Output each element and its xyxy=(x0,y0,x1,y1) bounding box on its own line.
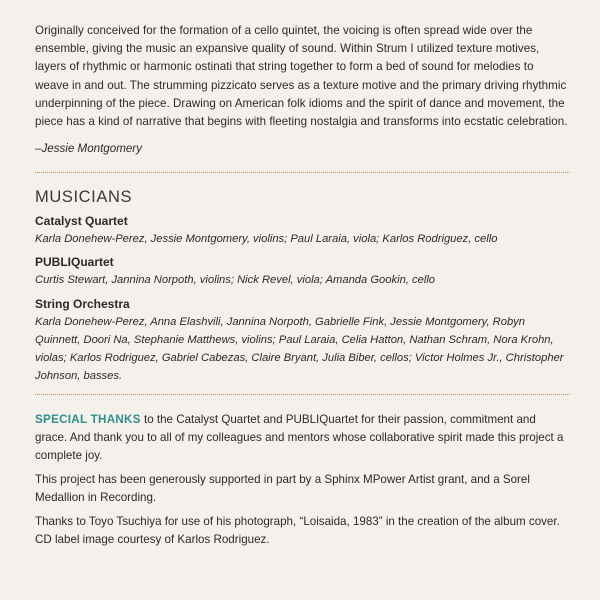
section-divider xyxy=(35,172,570,173)
group-members: Karla Donehew-Perez, Anna Elashvili, Jannina Norpoth, Gabrielle Fink, Jessie Montgomery, Robyn Quinnett, Doori Na, Stephanie Matthews, violins; Paul Laraia, Celia Hatton, Nathan Schram, Nora Krohn, violas; Karlos Rodriguez, Gabriel Cabezas, Claire Bryant, Julia Biber, cellos; Victor Holmes Jr., Christopher Johnson, basses. xyxy=(35,315,564,383)
section-divider xyxy=(35,394,570,395)
musician-group-string-orchestra xyxy=(35,296,570,386)
special-thanks-label: SPECIAL THANKS xyxy=(35,413,141,427)
support-paragraph: This project has been generously supported in part by a Sphinx MPower Artist grant, and a Sorel Medallion in Recording. xyxy=(35,473,530,504)
credits-paragraph: Thanks to Toyo Tsuchiya for use of his photograph, “Loisaida, 1983” in the creation of the album cover. CD label image courtesy of Karlos Rodriguez. xyxy=(35,515,560,546)
intro-paragraph: Originally conceived for the formation of a cello quintet, the voicing is often spread wide over the ensemble, giving the music an expansive quality of sound. Within Strum I utilized texture motives, layers of rhythmic or harmonic ostinati that string together to form a bed of sound for melodies to weave in and out. The strumming pizzicato serves as a texture motive and the primary driving rhythmic underpinning of the piece. Drawing on American folk idioms and the spirit of dance and movement, the piece has a kind of narrative that begins with fleeting nostalgia and transforms into ecstatic celebration. xyxy=(35,24,568,129)
attribution: –Jessie Montgomery xyxy=(35,142,142,156)
group-name: Catalyst Quartet xyxy=(35,214,128,229)
musician-group-publiquartet xyxy=(35,254,570,289)
group-name: PUBLIQuartet xyxy=(35,255,114,270)
group-members: Karla Donehew-Perez, Jessie Montgomery, violins; Paul Laraia, viola; Karlos Rodriguez, cello xyxy=(35,233,498,246)
special-thanks-paragraph xyxy=(35,411,570,464)
special-thanks-text: to the Catalyst Quartet and PUBLIQuartet for their passion, commitment and grace. And thank you to all of my colleagues and mentors whose collaborative spirit made this project a complete joy. xyxy=(35,413,564,462)
musician-group-catalyst xyxy=(35,213,570,248)
group-name: String Orchestra xyxy=(35,296,130,311)
musicians-heading: MUSICIANS xyxy=(35,188,133,207)
group-members: Curtis Stewart, Jannina Norpoth, violins; Nick Revel, viola; Amanda Gookin, cello xyxy=(35,274,436,287)
